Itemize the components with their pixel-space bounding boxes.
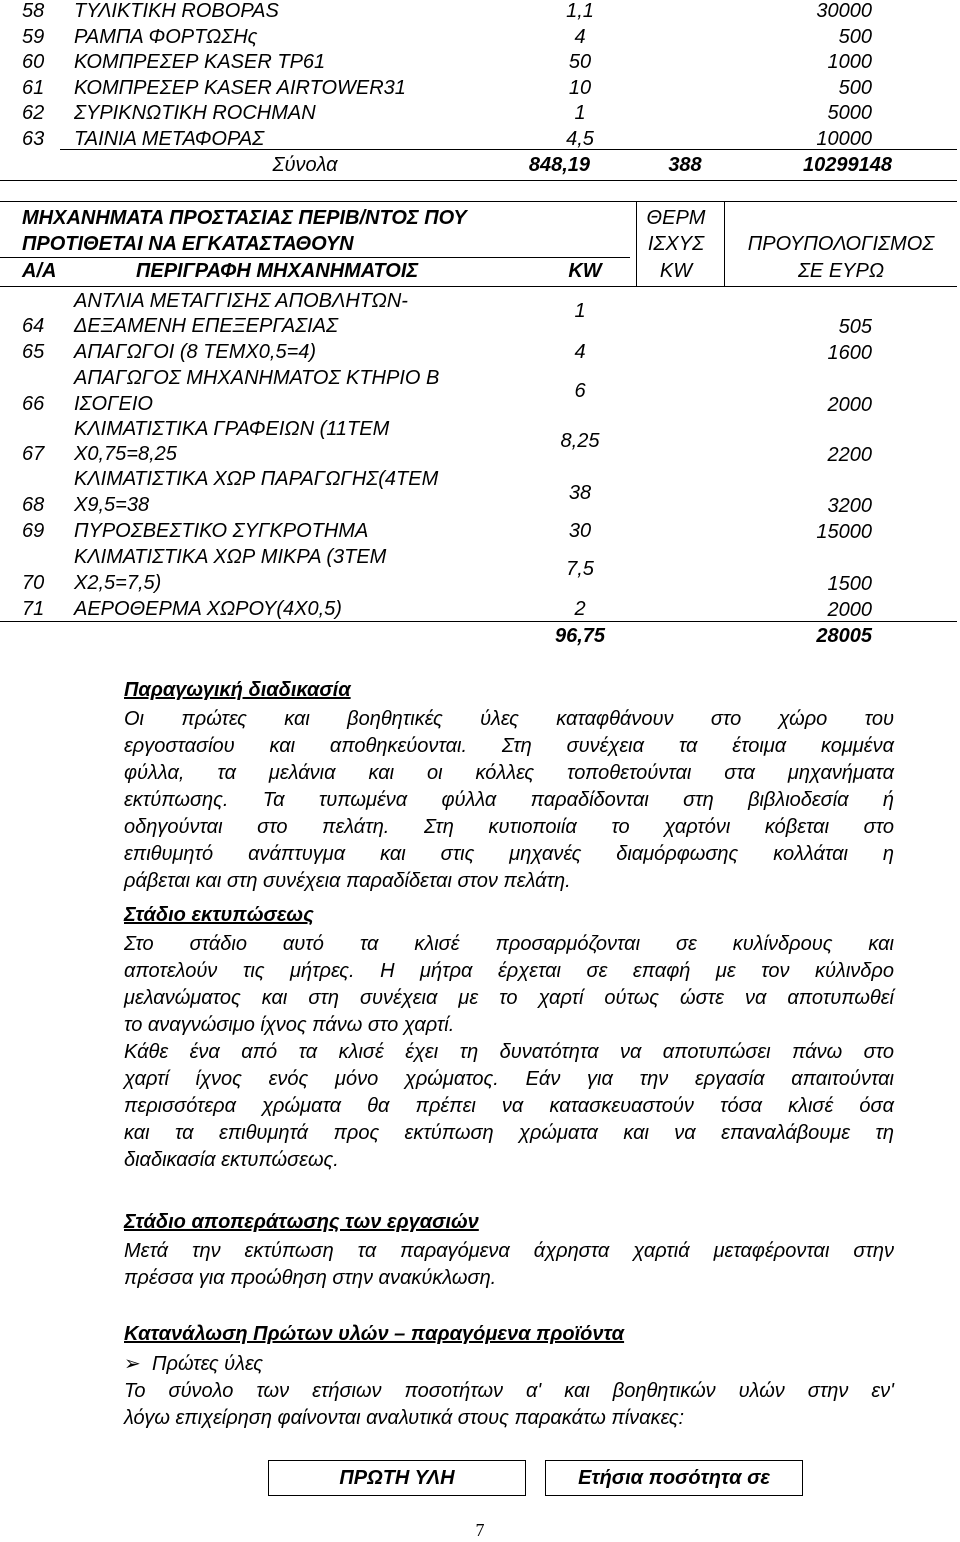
row-budget: 1600 (827, 342, 872, 364)
printing-paragraph (124, 931, 894, 1174)
paragraph-line: Μετά την εκτύπωση τα παραγόμενα άχρηστα χαρτιά μεταφέρονται στην (124, 1240, 894, 1262)
row-number: 64 (22, 315, 45, 337)
paragraph-line: το αναγνώσιμο ίχνος πάνω στο χαρτί. (124, 1014, 455, 1036)
bottom-table-col-annual-quantity: Ετήσια ποσότητα σε (545, 1460, 803, 1496)
bottom-table-col-raw-material: ΠΡΩΤΗ ΥΛΗ (268, 1460, 526, 1496)
printing-heading: Στάδιο εκτυπώσεως (124, 904, 314, 926)
row-description-line2: ΑΕΡΟΘΕΡΜΑ ΧΩΡΟΥ(4Χ0,5) (74, 598, 342, 620)
totals-kw: 848,19 (528, 154, 590, 176)
paragraph-line: και τα επιθυμητά προς εκτύπωση χρώματα και να επαναλάβουμε τη (124, 1122, 894, 1144)
row-kw: 10 (568, 76, 592, 99)
row-description-line2: ΙΣΟΓΕΙΟ (74, 393, 153, 415)
col-aa: Α/Α (22, 260, 57, 282)
table2-col-sep-2 (724, 201, 725, 286)
totals-label: Σύνολα (272, 154, 338, 176)
top-table-bottom-border (0, 180, 957, 181)
row-kw: 8,25 (560, 430, 600, 452)
paragraph-line: Κάθε ένα από τα κλισέ έχει τη δυνατότητα να αποτυπώσει πάνω στο (124, 1041, 894, 1063)
row-description: ΣΥΡΙΚΝΩΤΙΚΗ ROCHMAN (74, 102, 316, 125)
row-budget: 2000 (827, 599, 872, 621)
table2-title-line1: ΜΗΧΑΝΗΜΑΤΑ ΠΡΟΣΤΑΣΙΑΣ ΠΕΡΙΒ/ΝΤΟΣ ΠΟΥ (22, 207, 467, 229)
page-number: 7 (475, 1520, 485, 1540)
paragraph-line: περισσότερα χρώματα θα πρέπει να κατασκευαστούν τόσα κλισέ όσα (124, 1095, 894, 1117)
row-number: 71 (22, 598, 45, 620)
consumption-heading: Κατανάλωση Πρώτων υλών – παραγόμενα προϊόντα (124, 1323, 625, 1345)
row-number: 60 (22, 51, 45, 74)
paragraph-line: φύλλα, τα μελάνια και οι κόλλες τοποθετούνται στα μηχανήματα (124, 762, 894, 784)
row-description-line2: Χ2,5=7,5) (74, 572, 162, 594)
row-description: ΚΟΜΠΡΕΣΕΡ KASER TP61 (74, 51, 326, 74)
row-description-line2: Χ0,75=8,25 (74, 443, 177, 465)
row-budget: 5000 (827, 102, 872, 125)
row-kw: 38 (568, 482, 592, 504)
row-kw: 4 (574, 341, 586, 363)
row-kw: 2 (574, 598, 586, 620)
paragraph-line: εργοστασίου και αποθηκεύονται. Στη συνέχεια τα έτοιμα κομμένα (124, 735, 894, 757)
col-budget-l1: ΠΡΟΥΠΟΛΟΓΙΣΜΟΣ (747, 233, 935, 255)
table2-col-sep-1 (636, 201, 637, 286)
paragraph-line: αποτελούν τις μήτρες. Η μήτρα έρχεται σε επαφή με τον κύλινδρο (124, 960, 894, 982)
row-kw: 50 (568, 51, 592, 74)
table2-header-divider (0, 257, 630, 258)
row-kw: 4,5 (566, 128, 594, 150)
row-kw: 1,1 (566, 0, 594, 22)
row-budget: 1000 (827, 51, 872, 74)
paragraph-line: μελανώματος και στη συνέχεια με το χαρτί ούτως ώστε να αποτυπωθεί (124, 987, 894, 1009)
row-budget: 2000 (827, 394, 872, 416)
row-description: ΡΑΜΠΑ ΦΟΡΤΩΣΗς (74, 25, 258, 48)
row-kw: 7,5 (566, 558, 594, 580)
col-therm-l3: KW (659, 260, 693, 282)
row-budget: 2200 (827, 444, 872, 466)
row-description-line1: ΚΛΙΜΑΤΙΣΤΙΚΑ ΧΩΡ ΜΙΚΡΑ (3ΤΕΜ (74, 546, 387, 568)
row-description-line2: Χ9,5=38 (74, 494, 150, 516)
paragraph-line: Οι πρώτες και βοηθητικές ύλες καταφθάνουν στο χώρο του (124, 708, 894, 730)
table2-total-kw: 96,75 (554, 625, 606, 647)
row-number: 68 (22, 494, 45, 516)
col-budget-l2: ΣΕ ΕΥΡΩ (797, 260, 885, 282)
row-number: 59 (22, 25, 45, 48)
top-table-divider (60, 149, 957, 150)
row-number: 62 (22, 102, 45, 125)
row-kw: 30 (568, 520, 592, 542)
finishing-heading: Στάδιο αποπεράτωσης των εργασιών (124, 1211, 479, 1233)
totals-budget: 10299148 (803, 154, 892, 176)
row-kw: 1 (574, 102, 586, 125)
table2-header-bottom-border (0, 286, 957, 287)
production-heading: Παραγωγική διαδικασία (124, 679, 351, 701)
row-description: ΤΥΛΙΚΤΙΚΗ ROBOPAS (74, 0, 279, 22)
row-number: 70 (22, 572, 45, 594)
row-budget: 10000 (816, 128, 872, 150)
paragraph-line: Στο στάδιο αυτό τα κλισέ προσαρμόζονται σε κυλίνδρους και (124, 933, 894, 955)
row-number: 65 (22, 341, 45, 363)
row-description-line2: ΔΕΞΑΜΕΝΗ ΕΠΕΞΕΡΓΑΣΙΑΣ (74, 315, 339, 337)
paragraph-line: οδηγούνται στο πελάτη. Στη κυτιοποιία το χαρτόνι κόβεται στο (124, 816, 894, 838)
production-paragraph (124, 706, 894, 895)
bullet-item (124, 1351, 263, 1376)
row-number: 63 (22, 128, 45, 150)
row-description-line1: ΑΝΤΛΙΑ ΜΕΤΑΓΓΙΣΗΣ ΑΠΟΒΛΗΤΩΝ- (74, 290, 408, 312)
col-therm-l2: ΙΣΧΥΣ (647, 233, 705, 255)
row-description-line2: ΑΠΑΓΩΓΟΙ (8 ΤΕΜΧ0,5=4) (74, 341, 317, 363)
row-description-line2: ΠΥΡΟΣΒΕΣΤΙΚΟ ΣΥΓΚΡΟΤΗΜΑ (74, 520, 369, 542)
table2-body-bottom-border (0, 621, 957, 622)
bullet-label: Πρώτες ύλες (152, 1353, 263, 1375)
paragraph-line: πρέσσα για προώθηση στην ανακύκλωση. (124, 1267, 497, 1289)
row-budget: 505 (838, 316, 872, 338)
row-number: 66 (22, 393, 45, 415)
paragraph-line: εκτύπωσης. Τα τυπωμένα φύλλα παραδίδονται στη βιβλιοδεσία ή (124, 789, 894, 811)
paragraph-line: λόγω επιχείρηση φαίνονται αναλυτικά στους παρακάτω πίνακες: (124, 1407, 685, 1429)
row-description-line1: ΚΛΙΜΑΤΙΣΤΙΚΑ ΧΩΡ ΠΑΡΑΓΩΓΗΣ(4ΤΕΜ (74, 468, 439, 490)
row-number: 69 (22, 520, 45, 542)
row-description-line1: ΚΛΙΜΑΤΙΣΤΙΚΑ ΓΡΑΦΕΙΩΝ (11ΤΕΜ (74, 418, 390, 440)
finishing-paragraph (124, 1238, 894, 1292)
table2-top-border (0, 201, 957, 202)
row-description-line1: ΑΠΑΓΩΓΟΣ ΜΗΧΑΝΗΜΑΤΟΣ ΚΤΗΡΙΟ Β (74, 367, 440, 389)
row-budget: 3200 (827, 495, 872, 517)
col-description: ΠΕΡΙΓΡΑΦΗ ΜΗΧΑΝΗΜΑΤΟΙΣ (136, 260, 419, 282)
row-number: 61 (22, 76, 45, 99)
paragraph-line: διαδικασία εκτυπώσεως. (124, 1149, 339, 1171)
paragraph-line: επιθυμητό ανάπτυγμα και στις μηχανές διαμόρφωσης κολλάται η (124, 843, 894, 865)
row-kw: 6 (574, 380, 586, 402)
table2-title-line2: ΠΡΟΤΙΘΕΤΑΙ ΝΑ ΕΓΚΑΤΑΣΤΑΘΟΥΝ (22, 233, 354, 255)
row-description: ΤΑΙΝΙΑ ΜΕΤΑΦΟΡΑΣ (74, 128, 265, 150)
consumption-paragraph (124, 1378, 894, 1432)
col-kw: KW (568, 260, 602, 282)
row-number: 58 (22, 0, 45, 22)
totals-therm: 388 (668, 154, 702, 176)
row-budget: 30000 (816, 0, 872, 22)
row-kw: 4 (574, 25, 586, 48)
row-budget: 15000 (816, 521, 872, 543)
row-description: ΚΟΜΠΡΕΣΕΡ KASER AIRTOWER31 (74, 76, 406, 99)
row-kw: 1 (574, 300, 586, 322)
paragraph-line: ράβεται και στη συνέχεια παραδίδεται στον πελάτη. (124, 870, 571, 892)
table2-total-budget: 28005 (816, 625, 872, 647)
row-budget: 500 (838, 76, 872, 99)
row-budget: 500 (838, 25, 872, 48)
col-therm-l1: ΘΕΡΜ (646, 207, 706, 229)
paragraph-line: χαρτί ίχνος ενός μόνο χρώματος. Εάν για την εργασία απαιτούνται (124, 1068, 894, 1090)
row-number: 67 (22, 443, 45, 465)
arrow-bullet-icon: ➢ (124, 1353, 141, 1375)
paragraph-line: Το σύνολο των ετήσιων ποσοτήτων α' και βοηθητικών υλών στην εν' (124, 1380, 894, 1402)
row-budget: 1500 (827, 573, 872, 595)
